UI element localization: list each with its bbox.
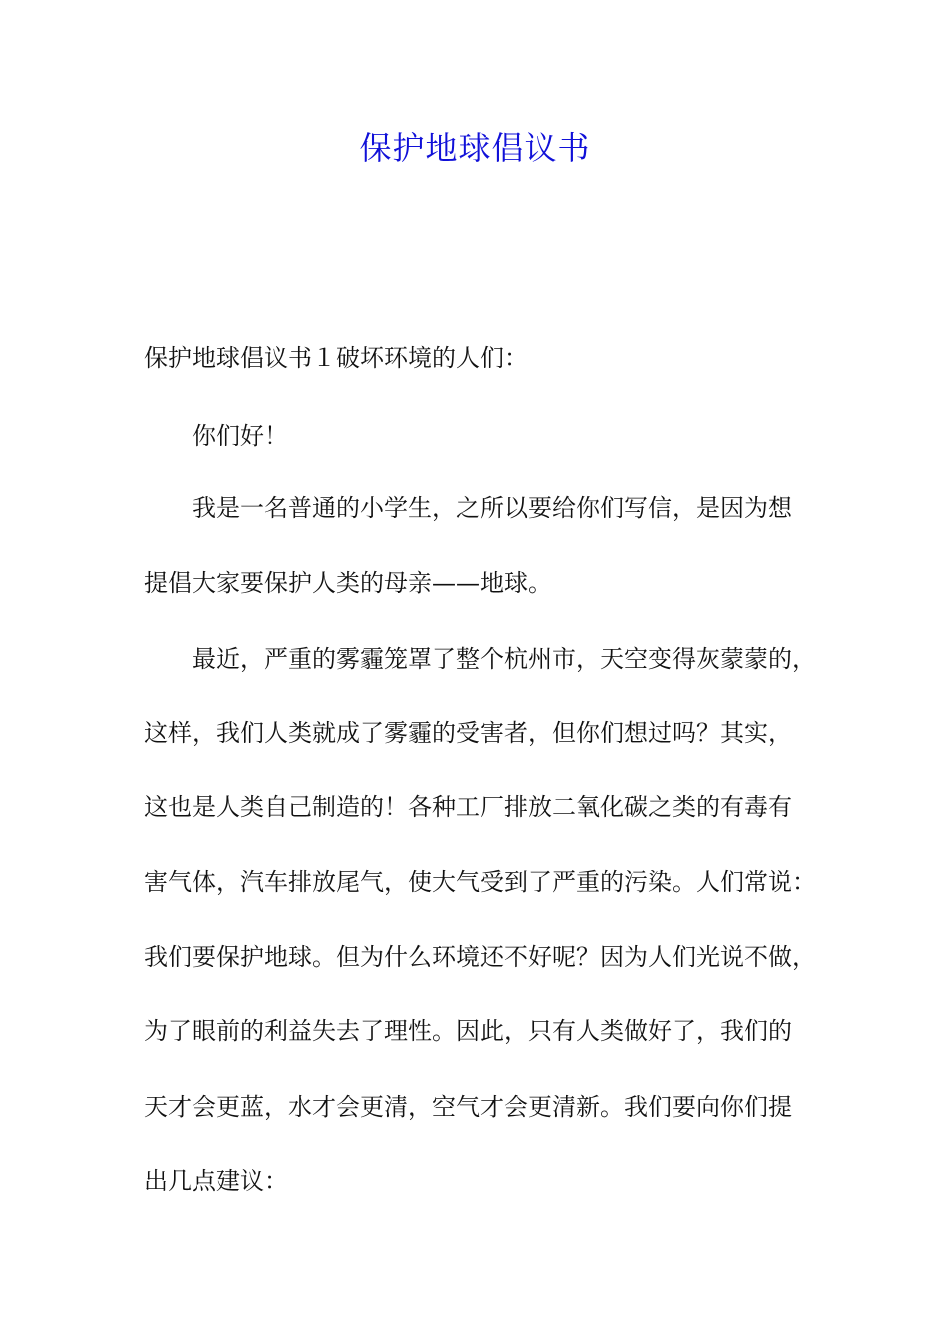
paragraph-line: 为了眼前的利益失去了理性。因此，只有人类做好了，我们的 [144,1017,792,1045]
paragraph-line: 最近，严重的雾霾笼罩了整个杭州市，天空变得灰蒙蒙的， [192,645,816,673]
paragraph-line: 这样，我们人类就成了雾霾的受害者，但你们想过吗？其实， [144,719,792,747]
paragraph-line: 天才会更蓝，水才会更清，空气才会更清新。我们要向你们提 [144,1093,792,1121]
greeting-line: 你们好！ [192,422,288,450]
paragraph-line: 提倡大家要保护人类的母亲——地球。 [144,569,552,597]
paragraph-line: 这也是人类自己制造的！各种工厂排放二氧化碳之类的有毒有 [144,793,792,821]
paragraph-line: 出几点建议： [144,1167,288,1195]
paragraph-line: 我们要保护地球。但为什么环境还不好呢？因为人们光说不做， [144,943,816,971]
paragraph-line: 害气体，汽车排放尾气，使大气受到了严重的污染。人们常说： [144,868,816,896]
paragraph-line: 我是一名普通的小学生，之所以要给你们写信，是因为想 [192,494,792,522]
document-title: 保护地球倡议书 [359,129,591,167]
salutation-line: 保护地球倡议书１破坏环境的人们： [144,344,528,372]
